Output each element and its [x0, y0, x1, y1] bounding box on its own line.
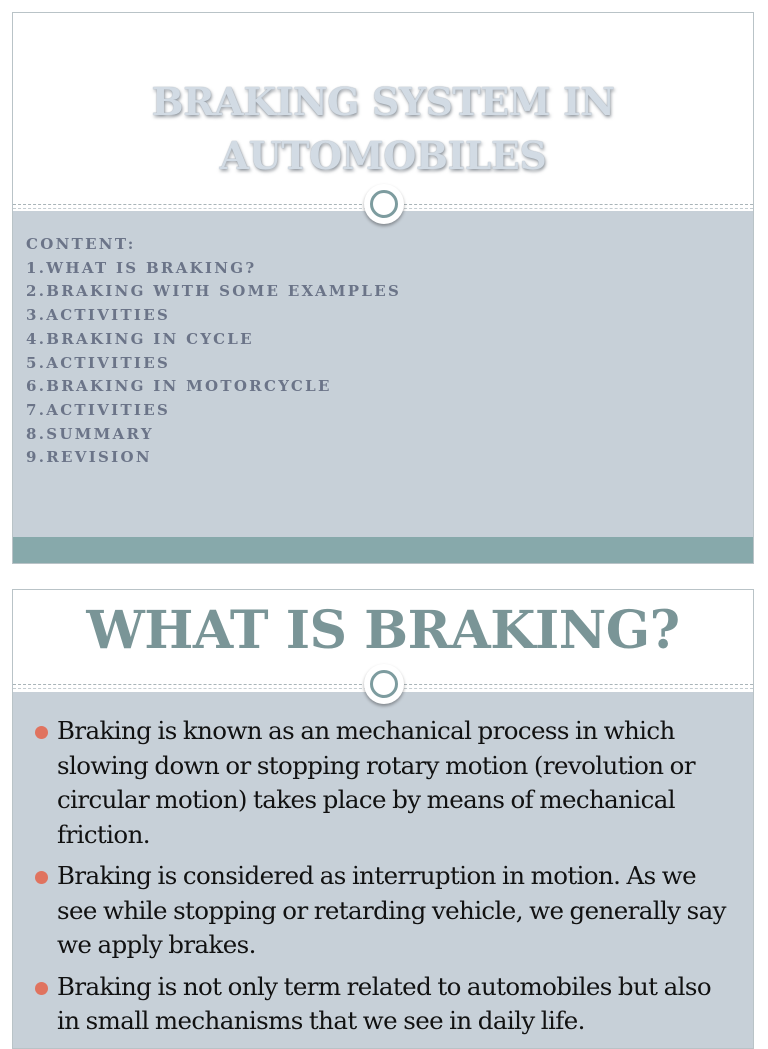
bottom-accent-bar: [13, 537, 753, 564]
slide-title: [12, 12, 754, 564]
title-area: [13, 13, 753, 205]
bullet-dot-icon: [35, 982, 48, 995]
bullet-dot-icon: [35, 871, 48, 884]
bullet-list: [35, 714, 735, 1046]
slide-heading: WHAT IS BRAKING?: [86, 600, 680, 661]
slide-what-is-braking: [12, 589, 754, 1049]
bullet-text: Braking is known as an mechanical process in which slowing down or stopping rotary motion (revolution or circular motion) takes place by means of mechanical friction.: [57, 716, 695, 849]
circle-ornament-icon: [364, 664, 404, 704]
content-item: 3.ACTIVITIES: [26, 306, 171, 325]
content-item: 7.ACTIVITIES: [26, 400, 171, 419]
bullet-dot-icon: [35, 726, 48, 739]
content-item: 5.ACTIVITIES: [26, 353, 171, 372]
content-heading: CONTENT:: [26, 235, 136, 253]
content-list: [26, 233, 401, 470]
content-item: 2.BRAKING WITH SOME EXAMPLES: [26, 282, 402, 301]
bullet-item: [35, 970, 735, 1039]
title-line-1: BRAKING SYSTEM IN: [151, 79, 615, 124]
slide-title-heading: [13, 75, 753, 183]
content-item: 4.BRAKING IN CYCLE: [26, 329, 254, 348]
circle-ornament-icon: [364, 184, 404, 224]
bullet-text: Braking is not only term related to automobiles but also in small mechanisms that we see in daily life.: [57, 971, 711, 1035]
title-line-2: AUTOMOBILES: [219, 133, 547, 178]
content-item: 8.SUMMARY: [26, 424, 154, 443]
content-item: 1.WHAT IS BRAKING?: [26, 258, 257, 277]
content-item: 6.BRAKING IN MOTORCYCLE: [26, 377, 332, 396]
bullet-item: [35, 859, 735, 963]
bullet-text: Braking is considered as interruption in motion. As we see while stopping or retarding vehicle, we generally say we apply brakes.: [57, 861, 726, 959]
content-item: 9.REVISION: [26, 448, 152, 467]
bullet-item: [35, 714, 735, 852]
